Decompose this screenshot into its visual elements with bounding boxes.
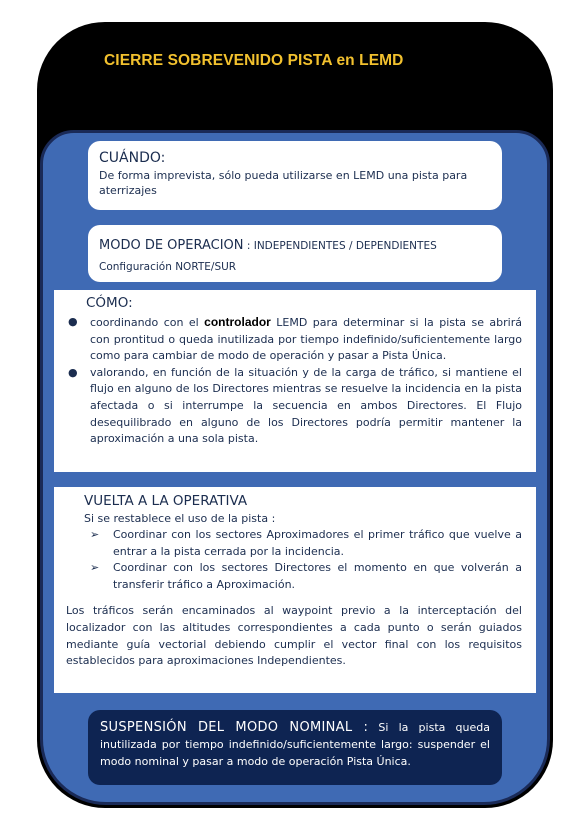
vuelta-heading: VUELTA A LA OPERATIVA [84, 493, 248, 509]
cuando-text: De forma imprevista, sólo pueda utilizarse en LEMD una pista para aterrizajes [99, 169, 468, 197]
list-item: ● coordinando con el controlador LEMD para determinar si la pista se abrirá con prontitud o queda inutilizada por tiempo indefinido/suficientemente largo como para cambiar de modo de operación y pasar a Pista Única. [68, 315, 522, 363]
modo-config: Configuración NORTE/SUR [99, 261, 237, 273]
list-item: ➢ Coordinar con los sectores Directores el momento en que volverán a transferir tráfico a Aproximación. [90, 561, 522, 591]
list-item: ➢ Coordinar con los sectores Aproximadores el primer tráfico que vuelve a entrar a la pista cerrada por la incidencia. [90, 528, 522, 558]
arrow-bullet-icon: ➢ [90, 561, 100, 575]
bullet-icon: ● [68, 315, 78, 328]
bullet-icon: ● [68, 365, 78, 379]
suspension-box [88, 710, 502, 785]
modo-heading: MODO DE OPERACION [99, 238, 244, 253]
vuelta-intro: Si se restablece el uso de la pista : [84, 512, 276, 525]
como-box [54, 290, 536, 472]
modo-box [88, 225, 502, 282]
vuelta-box [54, 487, 536, 693]
modo-value: : INDEPENDIENTES / DEPENDIENTES [243, 240, 437, 252]
vuelta-list [66, 527, 522, 593]
suspension-heading: SUSPENSIÓN DEL MODO NOMINAL : [100, 720, 369, 735]
cuando-box [88, 141, 502, 210]
vuelta-paragraph: Los tráficos serán encaminados al waypoint previo a la interceptación del localizador con las altitudes correspondientes a cada punto o serán guiados mediante guía vectorial debiendo cumplir el vector final con los requisitos establecidos para aproximaciones Independientes. [66, 604, 522, 668]
page-title: CIERRE SOBREVENIDO PISTA en LEMD [104, 52, 404, 69]
modo-line [99, 234, 491, 253]
como-heading: CÓMO: [86, 295, 133, 311]
arrow-bullet-icon: ➢ [90, 528, 100, 541]
controlador-label: controlador [204, 315, 271, 329]
list-item: ● valorando, en función de la situación y de la carga de tráfico, si mantiene el flujo en alguno de los Directores mientras se resuelve la incidencia en la pista afectada o si interrumpe la secuencia en ambos Directores. El Flujo desequilibrado en alguno de los Directores podría permitir mantener la aproximación a una sola pista. [68, 365, 522, 446]
suspension-text: Si la pista queda inutilizada por tiempo indefinido/suficientemente largo: suspender el modo nominal y pasar a modo de operación Pista Única. [100, 721, 490, 768]
como-list [62, 314, 522, 448]
cuando-heading: CUÁNDO: [99, 150, 166, 166]
